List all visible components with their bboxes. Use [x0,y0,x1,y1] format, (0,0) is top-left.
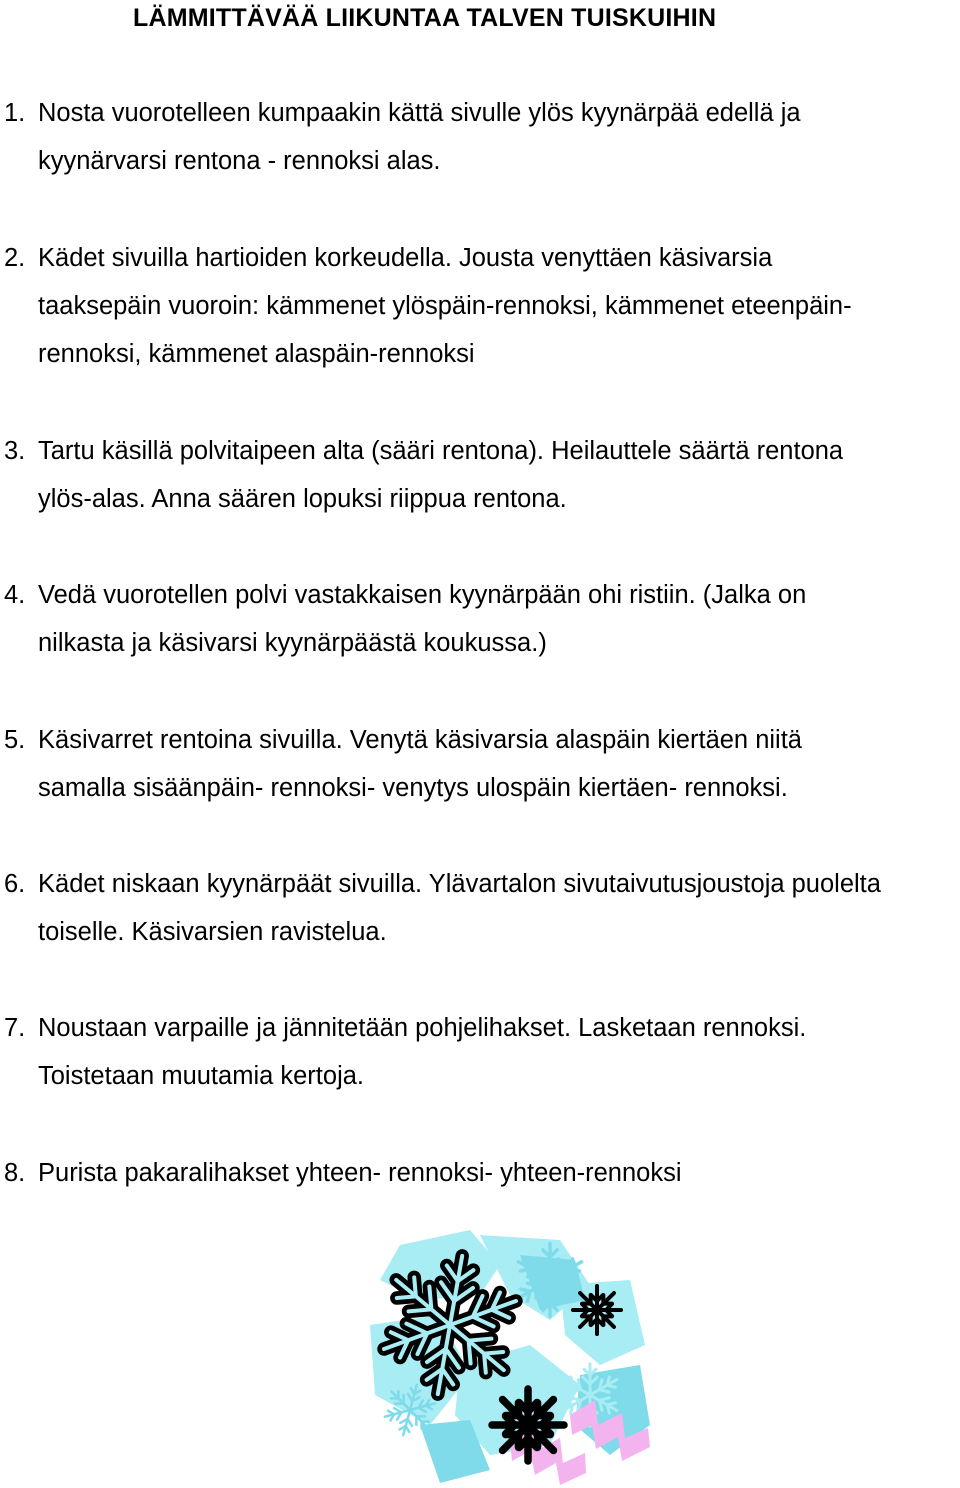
item-number: 3. [4,437,26,465]
item-text [38,1004,960,1100]
medium-snowflake [492,1389,564,1461]
item-text [38,860,960,956]
item-number: 1. [4,99,26,127]
item-text [38,234,960,378]
document-title: LÄMMITTÄVÄÄ LIIKUNTAA TALVEN TUISKUIHIN [133,4,717,32]
item-line: Tartu käsillä polvitaipeen alta (sääri rentona). Heilauttele säärtä rentona [38,437,844,465]
item-text [38,571,960,667]
item-number: 8. [4,1159,26,1187]
item-text [38,427,960,523]
item-line: Toistetaan muutamia kertoja. [38,1062,364,1090]
item-number: 5. [4,726,26,754]
item-line: Kädet sivuilla hartioiden korkeudella. Jousta venyttäen käsivarsia [38,244,773,272]
item-line: taaksepäin vuoroin: kämmenet ylöspäin-rennoksi, kämmenet eteenpäin- [38,292,852,320]
item-line: Noustaan varpaille ja jännitetään pohjelihakset. Lasketaan rennoksi. [38,1014,807,1042]
item-line: samalla sisäänpäin- rennoksi- venytys ulospäin kiertäen- rennoksi. [38,774,788,802]
item-text [38,1149,960,1197]
small-snowflake [573,1286,621,1334]
item-line: toiselle. Käsivarsien ravistelua. [38,918,387,946]
item-number: 7. [4,1014,26,1042]
item-line: nilkasta ja käsivarsi kyynärpäästä koukussa.) [38,629,547,657]
item-line: ylös-alas. Anna säären lopuksi riippua rentona. [38,485,567,513]
item-number: 4. [4,581,26,609]
item-line: Nosta vuorotelleen kumpaakin kättä sivulle ylös kyynärpää edellä ja [38,99,801,127]
item-line: rennoksi, kämmenet alaspäin-rennoksi [38,340,475,368]
item-line: Purista pakaralihakset yhteen- rennoksi- yhteen-rennoksi [38,1159,682,1187]
item-line: Kädet niskaan kyynärpäät sivuilla. Ylävartalon sivutaivutusjoustoja puolelta [38,870,881,898]
item-line: Käsivarret rentoina sivuilla. Venytä käsivarsia alaspäin kiertäen niitä [38,726,802,754]
item-line: Vedä vuorotellen polvi vastakkaisen kyynärpään ohi ristiin. (Jalka on [38,581,807,609]
item-number: 6. [4,870,26,898]
item-text [38,89,960,185]
snowflakes-clipart-icon [360,1225,660,1488]
item-text [38,716,960,812]
item-number: 2. [4,244,26,272]
item-line: kyynärvarsi rentona - rennoksi alas. [38,147,441,175]
